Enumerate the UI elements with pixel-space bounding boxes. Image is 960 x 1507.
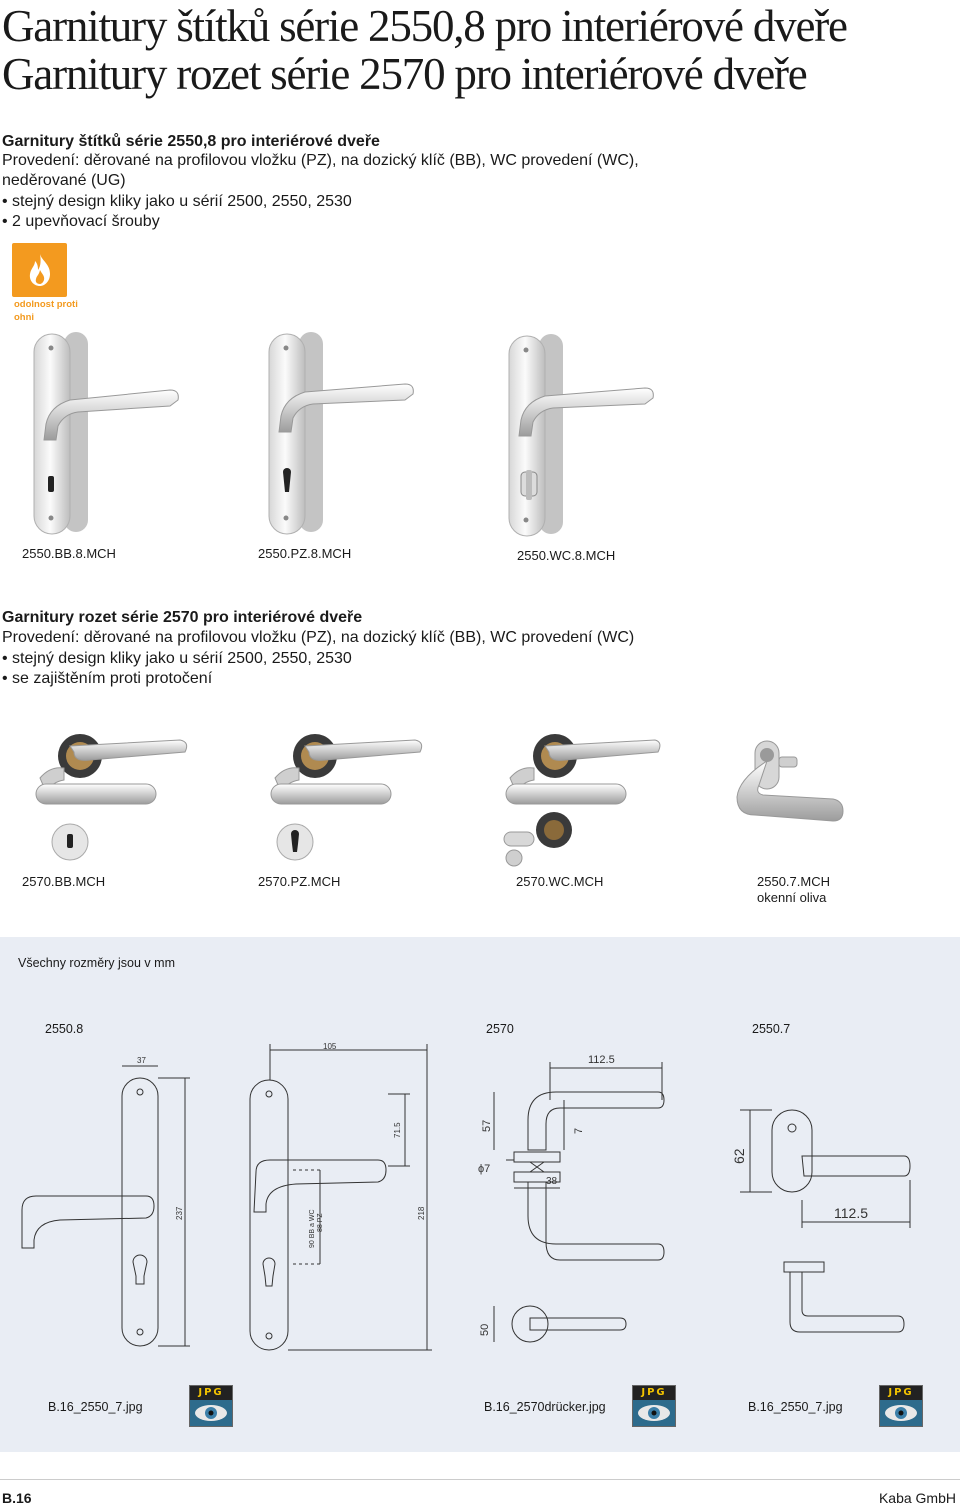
flame-icon <box>23 252 57 288</box>
page-title-line-2: Garnitury rozet série 2570 pro interiérové dveře <box>2 49 807 99</box>
dim-center-distance-2: 88 PZ <box>317 1213 324 1232</box>
dim-50: 50 <box>479 1323 491 1336</box>
dim-38: 38 <box>546 1176 558 1187</box>
section2-heading: Garnitury rozet série 2570 pro interiérové dveře <box>2 609 363 626</box>
page-title-line-1: Garnitury štítků série 2550,8 pro interiérové dveře <box>2 1 847 51</box>
product-image-2550-7 <box>733 737 848 832</box>
product-code: 2550.7.MCH <box>757 874 830 889</box>
dim-237: 237 <box>175 1206 184 1220</box>
section1-bullet-1: • stejný design kliky jako u sérií 2500, 2550, 2530 <box>2 193 352 210</box>
product-image-2570-bb <box>30 730 195 870</box>
page-number: B.16 <box>2 1490 32 1506</box>
drawing-2550-7 <box>720 1040 920 1360</box>
file-name: B.16_2550_7.jpg <box>48 1400 143 1414</box>
dimensions-note: Všechny rozměry jsou v mm <box>18 956 175 970</box>
dim-218: 218 <box>417 1206 426 1220</box>
dim-diameter-7: ϕ7 <box>478 1163 491 1175</box>
dim-center-distance-1: 90 BB a WC <box>309 1209 316 1248</box>
dim-105: 105 <box>323 1042 337 1051</box>
section2-description-1: Provedení: děrované na profilovou vložku (PZ), na dozický klíč (BB), WC provedení (WC) <box>2 629 635 646</box>
section1-bullet-2: • 2 upevňovací šrouby <box>2 213 160 230</box>
product-code: 2550.PZ.8.MCH <box>258 546 352 561</box>
fire-label-2: ohni <box>14 312 35 323</box>
file-name: B.16_2570drücker.jpg <box>484 1400 606 1414</box>
file-name: B.16_2550_7.jpg <box>748 1400 843 1414</box>
dim-57: 57 <box>481 1119 493 1132</box>
drawing-label-2550-8: 2550.8 <box>45 1022 84 1036</box>
fire-resistance-icon <box>12 243 67 297</box>
product-code: 2570.BB.MCH <box>22 874 106 889</box>
fire-label-1: odolnost proti <box>14 299 78 310</box>
section2-bullet-2: • se zajištěním proti protočení <box>2 670 213 687</box>
dim-112-5: 112.5 <box>588 1054 615 1066</box>
footer-divider <box>0 1479 960 1480</box>
brand-name: Kaba GmbH <box>878 1490 956 1506</box>
jpg-file-icon[interactable]: JPG <box>879 1385 923 1427</box>
jpg-file-icon[interactable]: JPG <box>632 1385 676 1427</box>
dim-62: 62 <box>731 1148 747 1164</box>
product-code: 2570.PZ.MCH <box>258 874 341 889</box>
jpg-file-icon[interactable]: JPG <box>189 1385 233 1427</box>
drawing-label-2550-7: 2550.7 <box>752 1022 791 1036</box>
section2-bullet-1: • stejný design kliky jako u sérií 2500, 2550, 2530 <box>2 650 352 667</box>
section1-heading: Garnitury štítků série 2550,8 pro interiérové dveře <box>2 133 380 150</box>
section1-description-1: Provedení: děrované na profilovou vložku (PZ), na dozický klíč (BB), WC provedení (WC), <box>2 152 639 169</box>
drawing-2550-8 <box>0 1040 450 1360</box>
product-image-2550-bb-8 <box>20 328 195 543</box>
product-image-2550-wc-8 <box>495 330 670 545</box>
product-code: 2550.WC.8.MCH <box>517 548 616 563</box>
product-image-2570-wc <box>500 730 665 870</box>
dim-112-5: 112.5 <box>834 1205 868 1221</box>
product-image-2550-pz-8 <box>255 328 430 543</box>
dim-71-5: 71.5 <box>393 1122 402 1138</box>
drawing-2570 <box>470 1040 710 1360</box>
product-code: 2570.WC.MCH <box>516 874 604 889</box>
dim-37: 37 <box>137 1056 146 1065</box>
product-image-2570-pz <box>265 730 430 870</box>
drawing-label-2570: 2570 <box>486 1022 514 1036</box>
product-subtitle: okenní oliva <box>757 890 827 905</box>
section1-description-2: neděrované (UG) <box>2 172 126 189</box>
product-code: 2550.BB.8.MCH <box>22 546 116 561</box>
dim-7: 7 <box>573 1127 585 1134</box>
